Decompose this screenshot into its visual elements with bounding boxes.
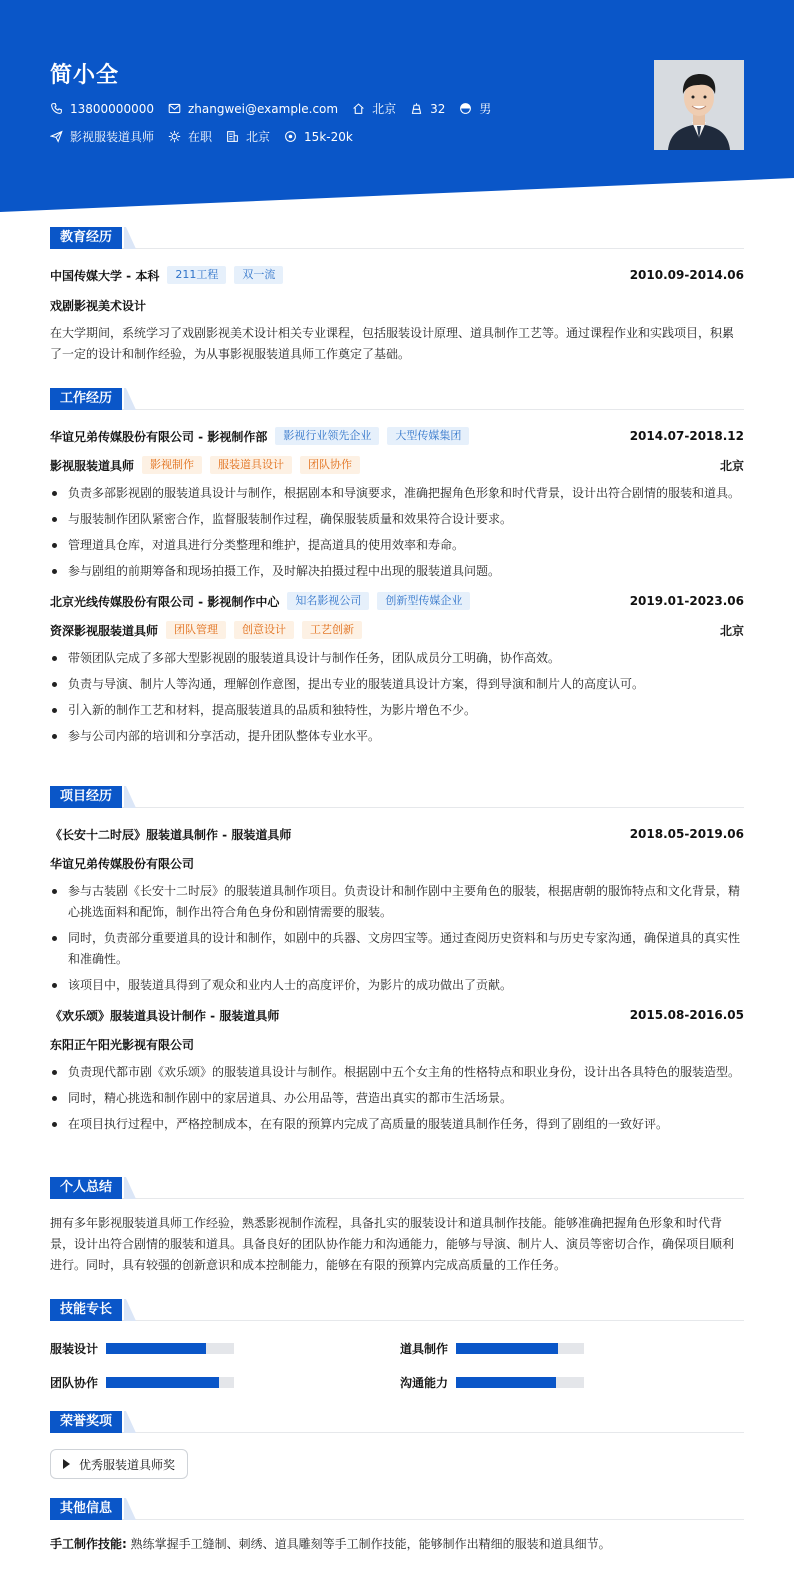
education-date: 2010.09-2014.06: [629, 268, 744, 282]
age-item: [410, 102, 445, 116]
skill-bar: [456, 1343, 584, 1354]
major-name: 戏剧影视美术设计: [50, 298, 147, 313]
skill-bar: [456, 1377, 584, 1388]
school-tag: 211工程: [167, 266, 226, 284]
work-section: [50, 388, 744, 752]
list-item: 同时，精心挑选和制作剧中的家居道具、办公用品等，营造出真实的都市生活场景。: [50, 1088, 744, 1109]
skill-bar-fill: [456, 1343, 558, 1354]
project-bullets: [50, 881, 744, 996]
skill-item: [400, 1374, 584, 1390]
skill-bar: [106, 1377, 234, 1388]
project-company: 华谊兄弟传媒股份有限公司: [50, 856, 195, 871]
other-info: [50, 1534, 744, 1555]
salary-value: 15k-20k: [304, 129, 353, 144]
job-bullets: [50, 483, 744, 582]
job-company-row: [50, 591, 744, 611]
title-tail-decoration: [124, 1177, 136, 1199]
section-title: 荣誉奖项: [50, 1411, 122, 1433]
job-location: 北京: [719, 458, 744, 473]
other-label: 手工制作技能:: [50, 1537, 127, 1551]
role-tag: 团队管理: [166, 621, 226, 639]
job-company-row: [50, 426, 744, 446]
title-tail-decoration: [124, 227, 136, 249]
job-date: 2014.07-2018.12: [629, 429, 744, 443]
skills-section: [50, 1299, 744, 1399]
role-tag: 创意设计: [234, 621, 294, 639]
education-description: 在大学期间，系统学习了戏剧影视美术设计相关专业课程，包括服装设计原理、道具制作工艺等。通过课程作业和实践项目，积累了一定的设计和制作经验，为从事影视服装道具师工作奠定了基础。: [50, 326, 735, 361]
list-item: 负责与导演、制片人等沟通，理解创作意图，提出专业的服装道具设计方案，得到导演和制片人的高度认可。: [50, 674, 744, 695]
project-date: 2015.08-2016.05: [629, 1008, 744, 1022]
list-item: 带领团队完成了多部大型影视剧的服装道具设计与制作任务，团队成员分工明确，协作高效。: [50, 648, 744, 669]
list-item: 参与古装剧《长安十二时辰》的服装道具制作项目。负责设计和制作剧中主要角色的服装，根据唐朝的服饰特点和文化背景，精心挑选面料和配饰，制作出符合角色身份和剧情需要的服装。: [50, 881, 744, 923]
list-item: 在项目执行过程中，严格控制成本，在有限的预算内完成了高质量的服装道具制作任务，得到了剧组的一致好评。: [50, 1114, 744, 1135]
project-company-row: [50, 1034, 744, 1054]
email-item: [168, 102, 338, 116]
intent-row: [50, 128, 367, 145]
list-item: 管理道具仓库，对道具进行分类整理和维护，提高道具的使用效率和寿命。: [50, 535, 744, 556]
list-item: 参与公司内部的培训和分享活动，提升团队整体专业水平。: [50, 726, 744, 747]
list-item: 该项目中，服装道具得到了观众和业内人士的高度评价，为影片的成功做出了贡献。: [50, 975, 744, 996]
section-title: 个人总结: [50, 1177, 122, 1199]
skill-item: [400, 1340, 584, 1356]
company-name: 北京光线传媒股份有限公司 - 影视制作中心: [50, 594, 280, 609]
company-name: 华谊兄弟传媒股份有限公司 - 影视制作部: [50, 429, 268, 444]
hometown-value: 北京: [372, 102, 397, 116]
title-tail-decoration: [124, 1299, 136, 1321]
status-icon: [168, 130, 181, 143]
award-name: 优秀服装道具师奖: [79, 1457, 176, 1472]
role-tag: 团队协作: [300, 456, 360, 474]
role-name: 影视服装道具师: [50, 458, 135, 473]
education-header: [50, 227, 744, 249]
project-date: 2018.05-2019.06: [629, 827, 744, 841]
job-intent-item: [50, 128, 154, 145]
section-title: 教育经历: [50, 227, 122, 249]
project-company-row: [50, 853, 744, 873]
project-title-row: [50, 824, 744, 844]
awards-section: [50, 1411, 744, 1479]
list-item: 负责现代都市剧《欢乐颂》的服装道具设计与制作。根据剧中五个女主角的性格特点和职业身份，设计出各具特色的服装造型。: [50, 1062, 744, 1083]
summary-section: [50, 1177, 744, 1276]
section-title: 其他信息: [50, 1498, 122, 1520]
status-value: 在职: [188, 130, 213, 144]
building-icon: [226, 130, 239, 143]
gender-icon: [459, 102, 472, 115]
job-date: 2019.01-2023.06: [629, 594, 744, 608]
role-tag: 工艺创新: [302, 621, 362, 639]
city-value: 北京: [246, 130, 271, 144]
projects-header: [50, 786, 744, 808]
gender-value: 男: [479, 102, 492, 116]
work-header: [50, 388, 744, 410]
education-section: [50, 227, 744, 365]
projects-section: [50, 786, 744, 1140]
phone-item: [50, 102, 154, 116]
skill-bar-fill: [106, 1343, 206, 1354]
phone-value: 13800000000: [70, 101, 154, 116]
email-value: zhangwei@example.com: [187, 101, 339, 116]
skill-bar: [106, 1343, 234, 1354]
home-icon: [352, 102, 365, 115]
project-name: 《欢乐颂》服装道具设计制作 - 服装道具师: [50, 1008, 280, 1023]
company-tag: 影视行业领先企业: [275, 427, 379, 445]
project-title-row: [50, 1005, 744, 1025]
city-item: [226, 128, 270, 145]
skill-item: [50, 1374, 234, 1390]
project-entry: [50, 824, 744, 996]
skill-name: 团队协作: [50, 1375, 99, 1390]
other-text: 熟练掌握手工缝制、刺绣、道具雕刻等手工制作技能，能够制作出精细的服装和道具细节。: [130, 1537, 611, 1551]
awards-header: [50, 1411, 744, 1433]
education-major-row: [50, 295, 744, 315]
avatar: [654, 60, 744, 150]
title-tail-decoration: [124, 388, 136, 410]
project-entry: [50, 1005, 744, 1135]
project-bullets: [50, 1062, 744, 1135]
title-tail-decoration: [124, 1411, 136, 1433]
list-item: 与服装制作团队紧密合作，监督服装制作过程，确保服装质量和效果符合设计要求。: [50, 509, 744, 530]
section-title: 项目经历: [50, 786, 122, 808]
salary-item: [284, 130, 353, 144]
skill-name: 沟通能力: [400, 1375, 449, 1390]
summary-header: [50, 1177, 744, 1199]
job-entry: [50, 426, 744, 582]
other-section: [50, 1498, 744, 1555]
role-tag: 影视制作: [142, 456, 202, 474]
list-item: 同时，负责部分重要道具的设计和制作，如剧中的兵器、文房四宝等。通过查阅历史资料和与历史专家沟通，确保道具的真实性和准确性。: [50, 928, 744, 970]
school-name: 中国传媒大学 - 本科: [50, 268, 160, 283]
skill-name: 服装设计: [50, 1341, 99, 1356]
project-company: 东阳正午阳光影视有限公司: [50, 1037, 195, 1052]
company-tag: 大型传媒集团: [387, 427, 469, 445]
job-bullets: [50, 648, 744, 747]
list-item: 负责多部影视剧的服装道具设计与制作，根据剧本和导演要求，准确把握角色形象和时代背景，设计出符合剧情的服装和道具。: [50, 483, 744, 504]
company-tag: 创新型传媒企业: [377, 592, 470, 610]
job-intent-value: 影视服装道具师: [70, 130, 155, 144]
list-item: 参与剧组的前期筹备和现场拍摄工作，及时解决拍摄过程中出现的服装道具问题。: [50, 561, 744, 582]
role-name: 资深影视服装道具师: [50, 623, 159, 638]
title-tail-decoration: [124, 786, 136, 808]
send-icon: [50, 130, 63, 143]
job-entry: [50, 591, 744, 747]
salary-icon: [284, 130, 297, 143]
phone-icon: [50, 102, 63, 115]
company-tag: 知名影视公司: [287, 592, 369, 610]
title-tail-decoration: [124, 1498, 136, 1520]
skill-item: [50, 1340, 234, 1356]
status-item: [168, 128, 212, 145]
gender-item: [459, 100, 491, 117]
other-header: [50, 1498, 744, 1520]
mail-icon: [168, 102, 181, 115]
age-icon: [410, 102, 423, 115]
skill-name: 道具制作: [400, 1341, 449, 1356]
award-item: [50, 1449, 188, 1479]
summary-text: 拥有多年影视服装道具师工作经验，熟悉影视制作流程，具备扎实的服装设计和道具制作技能。能够准确把握角色形象和时代背景，设计出符合剧情的服装和道具。具备良好的团队协作能力和沟通能力，能够与导演、制片人、演员等密切合作，确保项目顺利进行。同时，具有较强的创新意识和成本控制能力，能够在有限的预算内完成高质量的工作任务。: [50, 1216, 735, 1272]
school-tag: 双一流: [234, 266, 283, 284]
skills-header: [50, 1299, 744, 1321]
age-value: 32: [430, 101, 446, 116]
education-school-row: [50, 265, 744, 285]
candidate-name: 简小全: [50, 63, 120, 88]
section-title: 工作经历: [50, 388, 122, 410]
resume-header: [0, 0, 794, 212]
hometown-item: [352, 100, 396, 117]
contact-row: [50, 100, 505, 117]
job-role-row: [50, 455, 744, 475]
list-item: 引入新的制作工艺和材料，提高服装道具的品质和独特性，为影片增色不少。: [50, 700, 744, 721]
play-icon: [63, 1459, 70, 1469]
skill-bar-fill: [456, 1377, 556, 1388]
job-location: 北京: [719, 623, 744, 638]
role-tag: 服装道具设计: [210, 456, 292, 474]
job-role-row: [50, 620, 744, 640]
skill-bar-fill: [106, 1377, 219, 1388]
section-title: 技能专长: [50, 1299, 122, 1321]
project-name: 《长安十二时辰》服装道具制作 - 服装道具师: [50, 827, 292, 842]
